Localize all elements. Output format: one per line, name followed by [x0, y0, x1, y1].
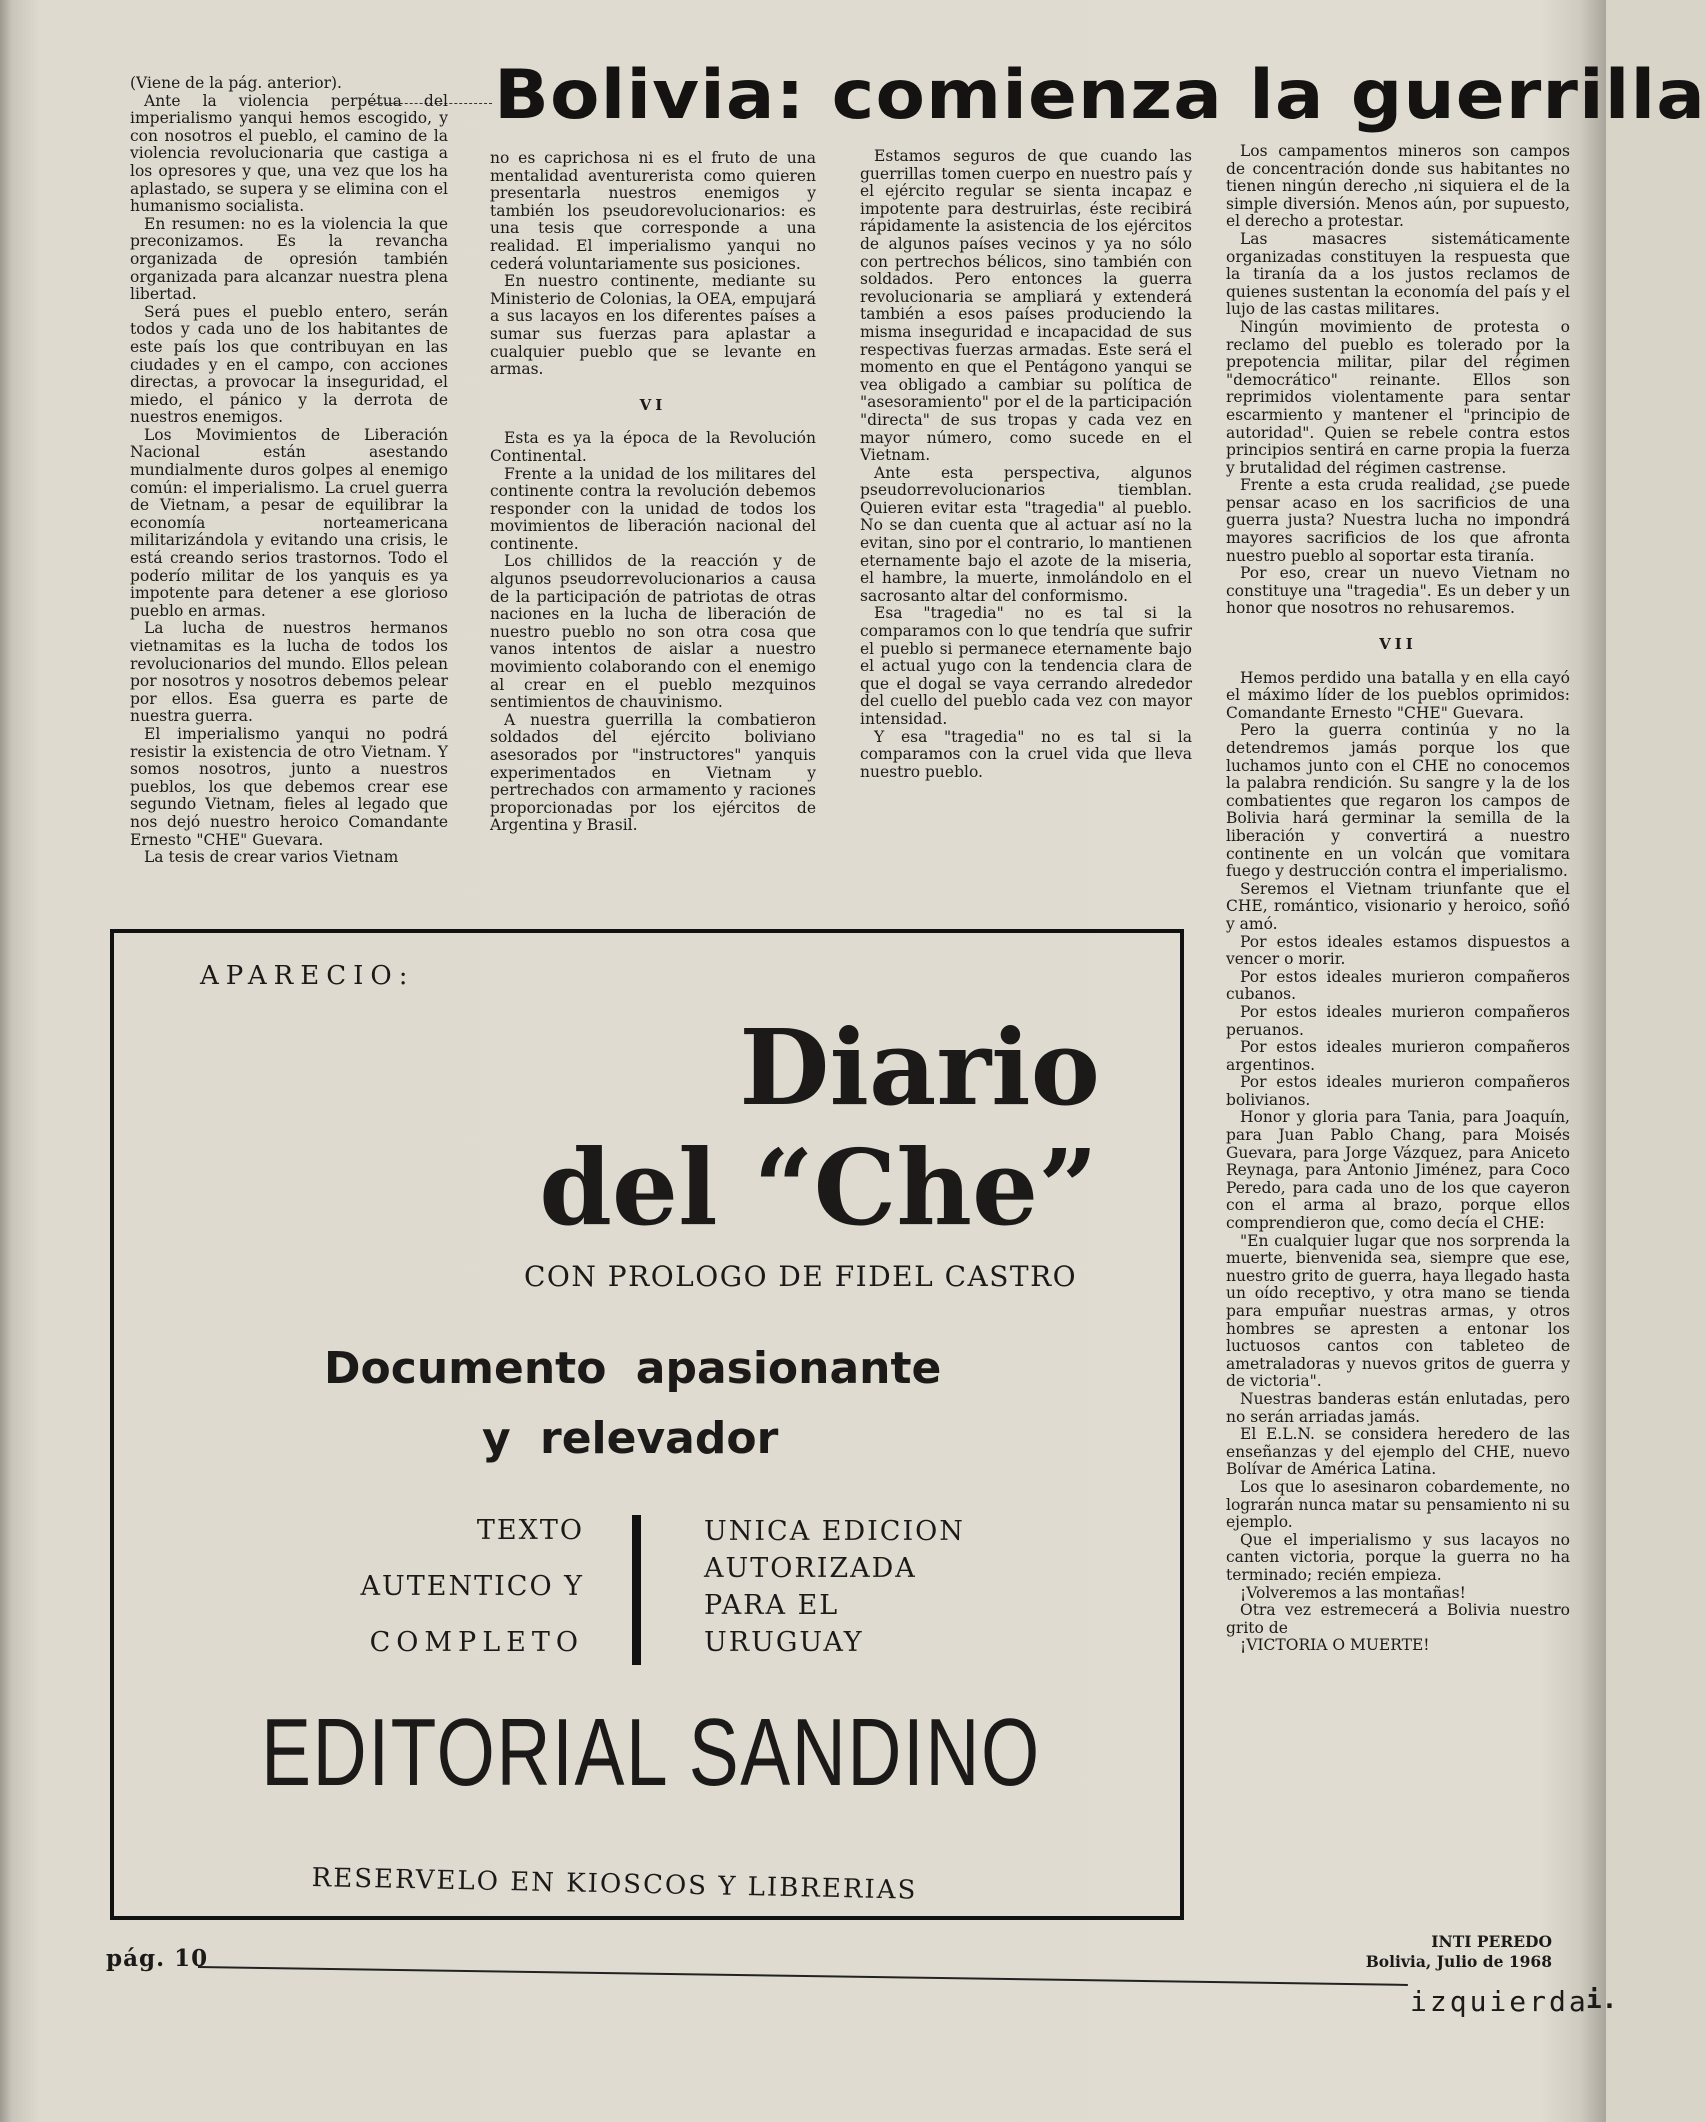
paragraph: A nuestra guerrilla la combatieron soldados del ejército boliviano asesorados por "instructores" yanquis experimentados en Vietnam y pertrechados con armamento y raciones proporcionadas por los ejércitos de Argentina y Brasil.: [490, 710, 816, 835]
ad-reservelo: RESERVELO EN KIOSCOS Y LIBRERIAS: [311, 1863, 918, 1906]
paragraph: Los campamentos mineros son campos de concentración donde sus habitantes no tienen ningún derecho ,ni siquiera el de la simple diversión. Menos aún, por supuesto, el derecho a protestar.: [1226, 142, 1570, 231]
paragraph: Ante la violencia perpétua del imperialismo yanqui hemos escogido, y con nosotros el pueblo, el camino de la violencia revolucionaria que castiga a los opresores y que, una vez que los ha aplastado, se supera y se elimina con el humanismo socialista.: [130, 91, 448, 216]
ad-left-line: AUTENTICO Y: [360, 1571, 584, 1602]
paragraph: Otra vez estremecerá a Bolivia nuestro grito de: [1226, 1601, 1570, 1637]
paragraph: Esta es ya la época de la Revolución Continental.: [490, 429, 816, 465]
paragraph: Los que lo asesinaron cobardemente, no lograrán nunca matar su pensamiento ni su ejemplo.: [1226, 1477, 1570, 1532]
paragraph: Honor y gloria para Tania, para Joaquín, para Juan Pablo Chang, para Moisés Guevara, para Jorge Vázquez, para Aniceto Reynaga, para Antonio Jiménez, para Coco Peredo, para cada uno de los que cayeron con el arma al brazo, porque ellos comprendieron que, como decía el CHE:: [1226, 1108, 1570, 1233]
footer-rule: [198, 1966, 1408, 1986]
paragraph: Seremos el Vietnam triunfante que el CHE, romántico, visionario y heroico, soñó y amó.: [1226, 879, 1570, 933]
paragraph: (Viene de la pág. anterior).: [130, 74, 342, 92]
section-heading: VII: [1379, 635, 1417, 654]
ad-left-line: TEXTO: [476, 1515, 584, 1546]
ad-left-block: [264, 1503, 584, 1671]
paragraph: Por estos ideales murieron compañeros bolivianos.: [1226, 1073, 1570, 1109]
paragraph: Será pues el pueblo entero, serán todos y cada uno de los habitantes de este país los que contribuyan en las ciudades y en el campo, con acciones directas, a provocar la inseguridad, el miedo, el pánico y la derrota de nuestros enemigos.: [130, 302, 448, 427]
paragraph: Las masacres sistemáticamente organizadas constituyen la respuesta que la tiranía da a los justos reclamos de quienes sustentan la economía del país y el lujo de las castas militares.: [1226, 229, 1570, 319]
paragraph: ¡Volveremos a las montañas!: [1240, 1583, 1466, 1602]
ad-prologo: CON PROLOGO DE FIDEL CASTRO: [524, 1260, 1078, 1293]
paragraph: Nuestras banderas están enlutadas, pero no serán arriadas jamás.: [1226, 1389, 1570, 1426]
ad-right-line: URUGUAY: [704, 1627, 864, 1658]
paragraph: Por estos ideales estamos dispuestos a vencer o morir.: [1226, 932, 1570, 969]
paragraph: no es caprichosa ni es el fruto de una mentalidad aventurerista como quieren presentarla nuestros enemigos y también los pseudorevolucionarios: es una tesis que corresponde a una realidad. El imperialismo yanqui no cederá voluntariamente sus posiciones.: [490, 149, 816, 273]
section-heading: VI: [639, 395, 667, 414]
article-column-2: [490, 150, 816, 835]
page-number: pág. 10: [106, 1945, 209, 1972]
paragraph: En resumen: no es la violencia la que preconizamos. Es la revancha organizada de opresión también organizada para alcanzar nuestra plena libertad.: [130, 214, 448, 304]
paragraph: Frente a la unidad de los militares del continente contra la revolución debemos responder con la unidad de todos los movimientos de liberación nacional del continente.: [490, 464, 816, 553]
paragraph: Los Movimientos de Liberación Nacional están asestando mundialmente duros golpes al enemigo común: el imperialismo. La cruel guerra de Vietnam, a pesar de equilibrar la economía norteamericana militarizándola y evitando una crisis, le está creando serios trastornos. Todo el poderío militar de los yanquis es ya impotente para detener a ese glorioso pueblo en armas.: [130, 425, 448, 620]
signature-place: Bolivia, Julio de 1968: [1365, 1952, 1552, 1971]
paragraph: El imperialismo yanqui no podrá resistir la existencia de otro Vietnam. Y somos nosotros, junto a nuestros pueblos, los que debemos crear ese segundo Vietnam, fieles al legado que nos dejó nuestro heroico Comandante Ernesto "CHE" Guevara.: [130, 724, 448, 849]
paragraph: Que el imperialismo y sus lacayos no canten victoria, porque la guerra no ha terminado; recién empieza.: [1226, 1530, 1570, 1584]
paragraph: El E.L.N. se considera heredero de las enseñanzas y del ejemplo del CHE, nuevo Bolívar de América Latina.: [1226, 1425, 1570, 1479]
paragraph: La lucha de nuestros hermanos vietnamitas es la lucha de todos los revolucionarios del mundo. Ellos pelean por nosotros y nosotros debemos pelear por ellos. Esa guerra es parte de nuestra guerra.: [130, 619, 448, 726]
paragraph: La tesis de crear varios Vietnam: [144, 848, 399, 867]
ad-editorial-sandino: EDITORIAL SANDINO: [261, 1699, 1041, 1806]
paragraph: Por eso, crear un nuevo Vietnam no constituye una "tragedia". Es un deber y un honor que nosotros no rehusaremos.: [1226, 564, 1570, 618]
paragraph: Pero la guerra continúa y no la detendremos jamás porque los que luchamos junto con el CHE no conocemos la palabra rendición. Su sangre y la de los combatientes que regaron los campos de Bolivia hará germinar la semilla de la liberación y convertirá a nuestro continente en un volcán que vomitara fuego y destrucción contra el imperialismo.: [1226, 721, 1570, 881]
edge-letter: i.: [1586, 1985, 1618, 2015]
paragraph: Por estos ideales murieron compañeros argentinos.: [1226, 1038, 1570, 1074]
paragraph: Frente a esta cruda realidad, ¿se puede pensar acaso en los sacrificios de una guerra justa? Nuestra lucha no impondrá mayores sacrificios de los que afronta nuestro pueblo al soportar esta tiranía.: [1226, 476, 1570, 565]
paragraph: Y esa "tragedia" no es tal si la comparamos con la cruel vida que lleva nuestro pueblo.: [860, 727, 1192, 781]
ad-documento-line2: y relevador: [482, 1413, 779, 1464]
paragraph: Esa "tragedia" no es tal si la comparamos con lo que tendría que sufrir el pueblo si permanece eternamente bajo el actual yugo con la tendencia clara de que el dogal se vaya cerrando alrededor del cuello del pueblo cada vez con mayor intensidad.: [860, 604, 1192, 728]
paragraph: En nuestro continente, mediante su Ministerio de Colonias, la OEA, empujará a sus lacayos en los diferentes países a sumar sus fuerzas para aplastar a cualquier pueblo que se levante en armas.: [490, 272, 816, 379]
ad-right-line: UNICA EDICION: [704, 1516, 965, 1547]
article-column-3: [860, 148, 1192, 781]
article-title: Bolivia: comienza la guerrilla: [494, 56, 1706, 135]
paragraph: Estamos seguros de que cuando las guerrillas tomen cuerpo en nuestro país y el ejército regular se sienta incapaz e impotente para destruirlas, éste recibirá rápidamente la asistencia de los ejércitos de algunos países vecinos y ya no sólo con pertrechos bélicos, sino también con soldados. Pero entonces la guerra revolucionaria se ampliará y extenderá también a esos países produciendo la misma inseguridad e incapacidad de sus respectivas fuerzas armadas. Este será el momento en que el Pentágono yanqui se vea obligado a cambiar su política de "asesoramiento" por el de la participación "directa" de sus tropas y cada vez en mayor número, como sucede en el Vietnam.: [860, 147, 1192, 465]
paragraph: Ningún movimiento de protesta o reclamo del pueblo es tolerado por la prepotencia militar, pilar del régimen "democrático" reinante. Ellos son reprimidos violentamente para sentar escarmiento y mantener el "principio de autoridad". Quien se rebele contra estos principios sentirá en carne propia la fuerza y brutalidad del régimen castrense.: [1226, 317, 1570, 477]
ad-title-del-che: del “Che”: [539, 1126, 1098, 1249]
paragraph: "En cualquier lugar que nos sorprenda la muerte, bienvenida sea, siempre que ese, nuestro grito de guerra, haya llegado hasta un oído receptivo, y otra mano se tienda para empuñar nuestras armas, y otros hombres se apresten a entonar los luctuosos cantos con tableteo de ametraladoras y nuevos gritos de guerra y de victoria".: [1226, 1231, 1570, 1391]
ad-title-diario: Diario: [739, 1006, 1100, 1129]
ad-documento-line1: Documento apasionante: [324, 1343, 942, 1394]
paragraph: ¡VICTORIA O MUERTE!: [1240, 1636, 1430, 1655]
signature: [1340, 1932, 1552, 1972]
paragraph: Por estos ideales murieron compañeros cubanos.: [1226, 967, 1570, 1004]
ad-aparecio: APARECIO:: [200, 961, 415, 991]
article-column-1: [130, 75, 448, 867]
ad-right-line: AUTORIZADA: [704, 1553, 917, 1584]
ad-left-line: COMPLETO: [369, 1627, 584, 1658]
ad-right-line: PARA EL: [704, 1590, 840, 1621]
paragraph: Por estos ideales murieron compañeros peruanos.: [1226, 1002, 1570, 1039]
magazine-name: izquierda: [1410, 1985, 1589, 2018]
ad-vertical-bar: [632, 1515, 641, 1665]
paragraph: Hemos perdido una batalla y en ella cayó el máximo líder de los pueblos oprimidos: Comandante Ernesto "CHE" Guevara.: [1226, 668, 1570, 722]
paragraph: Los chillidos de la reacción y de algunos pseudorrevolucionarios a causa de la participación de patriotas de otras naciones en la lucha de liberación de nuestro pueblo no son otra cosa que vanos intentos de aislar a nuestro movimiento colaborando con el enemigo al crear en el pueblo mezquinos sentimientos de chauvinismo.: [490, 552, 816, 712]
ad-right-block: [704, 1513, 965, 1661]
advertisement-box: [110, 929, 1184, 1920]
paragraph: Ante esta perspectiva, algunos pseudorrevolucionarios tiemblan. Quieren evitar esta "tragedia" al pueblo. No se dan cuenta que al actuar así no la evitan, sino por el contrario, lo mantienen eternamente bajo el azote de la miseria, el hambre, la muerte, inmolándolo en el sacrosanto altar del conformismo.: [860, 463, 1192, 605]
article-column-4: [1226, 143, 1570, 1655]
signature-name: INTI PEREDO: [1431, 1932, 1552, 1951]
